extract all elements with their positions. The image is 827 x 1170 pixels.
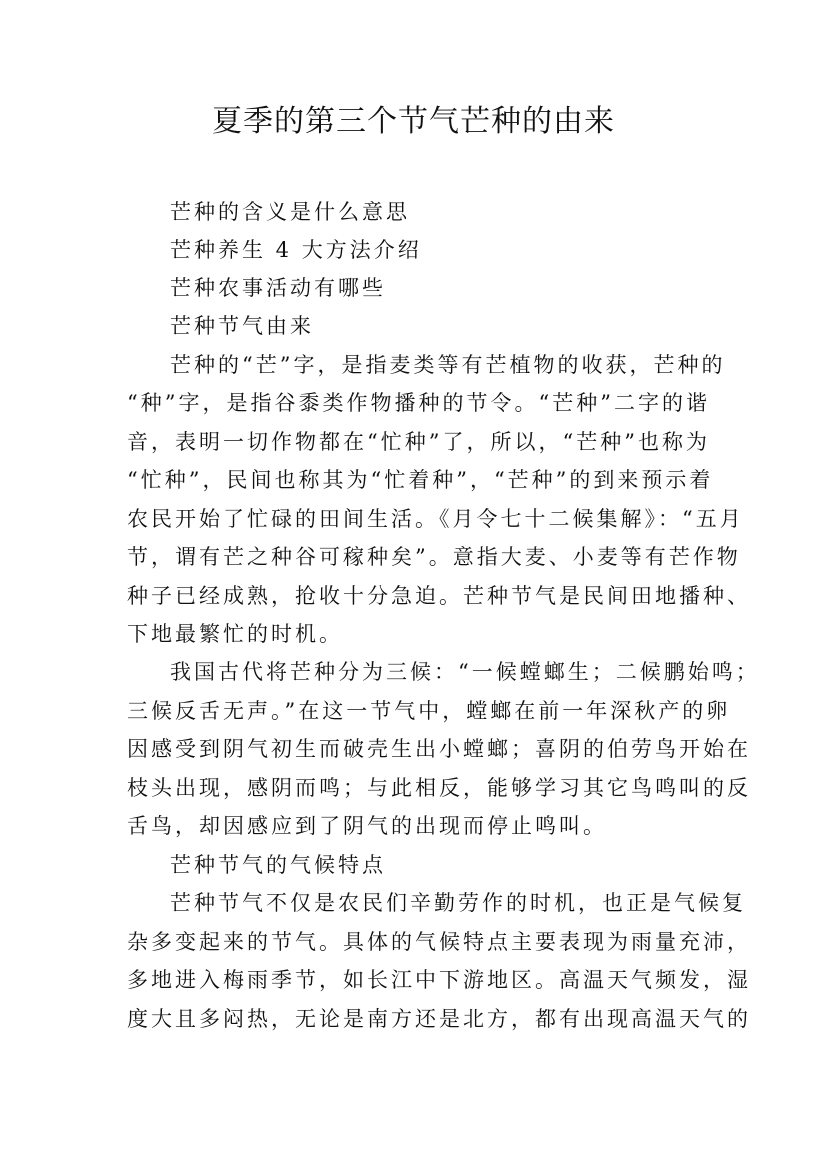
paragraph-line: “种”字，是指谷黍类作物播种的节令。“芒种”二字的谐 bbox=[127, 391, 710, 415]
toc-item-health: 芒种养生 4 大方法介绍 bbox=[170, 238, 422, 262]
paragraph-line: 因感受到阴气初生而破壳生出小螳螂；喜阴的伯劳鸟开始在 bbox=[127, 737, 751, 761]
paragraph-line: 农民开始了忙碌的田间生活。《月令七十二候集解》：“五月 bbox=[127, 507, 744, 531]
section-heading-origin: 芒种节气由来 bbox=[170, 314, 314, 338]
paragraph-line: 度大且多闷热，无论是南方还是北方，都有出现高温天气的 bbox=[127, 1007, 751, 1031]
paragraph-line: 三候反舌无声。”在这一节气中，螳螂在前一年深秋产的卵 bbox=[127, 699, 731, 723]
paragraph-line: 音，表明一切作物都在“忙种”了，所以，“芒种”也称为 bbox=[127, 430, 710, 454]
paragraph-line: 舌鸟，却因感应到了阴气的出现而停止鸣叫。 bbox=[127, 814, 607, 838]
paragraph-line: 多地进入梅雨季节，如长江中下游地区。高温天气频发，湿 bbox=[127, 968, 751, 992]
toc-item-meaning: 芒种的含义是什么意思 bbox=[170, 200, 410, 224]
paragraph-line: 芒种节气不仅是农民们辛勤劳作的时机，也正是气候复 bbox=[170, 891, 746, 915]
toc-item-farming: 芒种农事活动有哪些 bbox=[170, 276, 386, 300]
paragraph-line: 下地最繁忙的时机。 bbox=[127, 622, 343, 646]
paragraph-line: 枝头出现，感阴而鸣；与此相反，能够学习其它鸟鸣叫的反 bbox=[127, 776, 751, 800]
paragraph-line: 我国古代将芒种分为三候：“一候螳螂生；二候鹏始鸣； bbox=[170, 660, 760, 684]
section-heading-climate: 芒种节气的气候特点 bbox=[170, 853, 386, 877]
document-title: 夏季的第三个节气芒种的由来 bbox=[212, 104, 615, 139]
paragraph-line: “忙种”，民间也称其为“忙着种”，“芒种”的到来预示着 bbox=[127, 468, 714, 492]
paragraph-line: 杂多变起来的节气。具体的气候特点主要表现为雨量充沛， bbox=[127, 930, 751, 954]
paragraph-line: 种子已经成熟，抢收十分急迫。芒种节气是民间田地播种、 bbox=[127, 584, 751, 608]
paragraph-line: 节，谓有芒之种谷可稼种矣”。意指大麦、小麦等有芒作物 bbox=[127, 545, 741, 569]
paragraph-line: 芒种的“芒”字，是指麦类等有芒植物的收获，芒种的 bbox=[170, 353, 726, 377]
